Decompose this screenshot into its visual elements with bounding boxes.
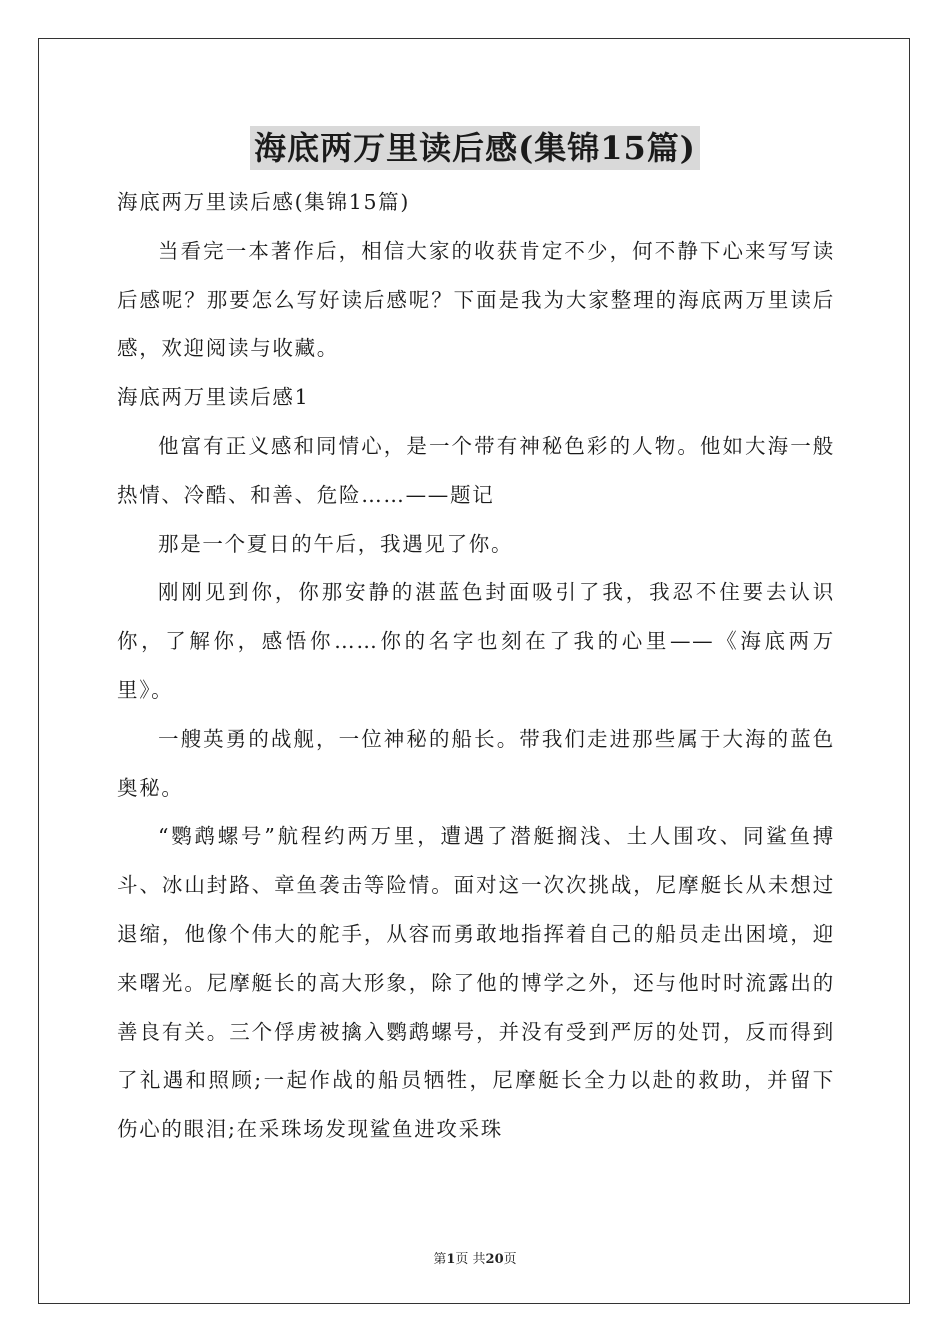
paragraph: 那是一个夏日的午后，我遇见了你。 [158,531,514,556]
paragraph: 他富有正义感和同情心，是一个带有神秘色彩的人物。他如大海一般热情、冷酷、和善、危险……——题记 [117,433,835,507]
footer-prefix: 第 [433,1252,447,1267]
footer-mid: 页 共 [455,1252,486,1267]
footer-total-pages: 20 [485,1252,504,1267]
paragraph: 一艘英勇的战舰，一位神秘的船长。带我们走进那些属于大海的蓝色奥秘。 [117,726,835,800]
section-heading: 海底两万里读后感1 [117,385,310,410]
paragraph: 海底两万里读后感(集锦15篇) [117,190,411,214]
title-wrap [0,126,950,170]
page-footer [0,1248,950,1267]
paragraph: 当看完一本著作后，相信大家的收获肯定不少，何不静下心来写写读后感呢？那要怎么写好读后感呢？下面是我为大家整理的海底两万里读后感，欢迎阅读与收藏。 [117,238,835,361]
footer-suffix: 页 [503,1252,517,1267]
footer-page-number: 1 [446,1252,456,1267]
paragraph: “鹦鹉螺号”航程约两万里，遭遇了潜艇搁浅、土人围攻、同鲨鱼搏斗、冰山封路、章鱼袭击等险情。面对这一次次挑战，尼摩艇长从未想过退缩，他像个伟大的舵手，从容而勇敢地指挥着自己的船员走出困境，迎来曙光。尼摩艇长的高大形象，除了他的博学之外，还与他时时流露出的善良有关。三个俘虏被擒入鹦鹉螺号，并没有受到严厉的处罚，反而得到了礼遇和照顾;一起作战的船员牺牲，尼摩艇长全力以赴的救助，并留下伤心的眼泪;在采珠场发现鲨鱼进攻采珠 [117,824,835,1142]
document-body [117,178,835,1154]
paragraph: 刚刚见到你，你那安静的湛蓝色封面吸引了我，我忍不住要去认识你，了解你，感悟你……你的名字也刻在了我的心里——《海底两万里》。 [117,580,835,702]
document-title: 海底两万里读后感(集锦15篇) [250,126,700,170]
